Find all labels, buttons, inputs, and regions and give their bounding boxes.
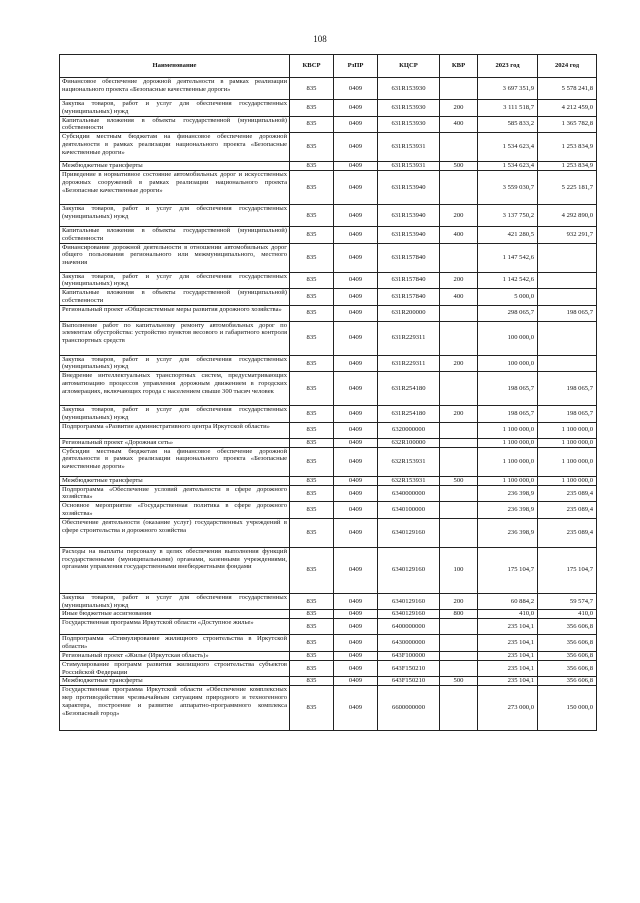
cell-2023: 1 534 623,4: [478, 162, 538, 171]
cell-kvsr: 835: [290, 372, 334, 406]
cell-2023: 410,0: [478, 610, 538, 619]
cell-rzpr: 0409: [334, 305, 378, 321]
cell-rzpr: 0409: [334, 447, 378, 476]
cell-2024: 5 578 241,8: [538, 78, 597, 100]
cell-2024: 1 253 834,9: [538, 133, 597, 162]
cell-rzpr: 0409: [334, 610, 378, 619]
cell-rzpr: 0409: [334, 635, 378, 652]
cell-2023: 175 104,7: [478, 547, 538, 593]
cell-kvr: [440, 372, 478, 406]
cell-kvsr: 835: [290, 116, 334, 133]
cell-name: Подпрограмма «Развитие административного центра Иркутской области»: [60, 422, 290, 438]
cell-rzpr: 0409: [334, 518, 378, 547]
cell-kvr: 200: [440, 100, 478, 117]
cell-kvsr: 835: [290, 686, 334, 731]
cell-2024: 1 100 000,0: [538, 438, 597, 447]
cell-2023: 298 065,7: [478, 305, 538, 321]
cell-2024: [538, 355, 597, 372]
cell-2023: 235 104,1: [478, 677, 538, 686]
cell-name: Закупка товаров, работ и услуг для обеспечения государственных (муниципальных) нужд: [60, 100, 290, 117]
table-body: [60, 78, 597, 731]
cell-rzpr: 0409: [334, 289, 378, 306]
cell-name: Обеспечение деятельности (оказание услуг) государственных учреждений в сфере строительства и дорожного хозяйства: [60, 518, 290, 547]
cell-kvsr: 835: [290, 78, 334, 100]
cell-kvsr: 835: [290, 162, 334, 171]
cell-rzpr: 0409: [334, 133, 378, 162]
cell-kvr: 200: [440, 406, 478, 423]
cell-kcsr: 631R153930: [378, 78, 440, 100]
cell-name: Закупка товаров, работ и услуг для обеспечения государственных (муниципальных) нужд: [60, 205, 290, 227]
cell-kcsr: 6340100000: [378, 502, 440, 519]
cell-kvr: 200: [440, 593, 478, 610]
cell-2024: 356 606,8: [538, 635, 597, 652]
cell-2023: 235 104,1: [478, 660, 538, 677]
cell-2023: 100 000,0: [478, 355, 538, 372]
cell-kvsr: 835: [290, 133, 334, 162]
cell-2024: 150 000,0: [538, 686, 597, 731]
cell-rzpr: 0409: [334, 171, 378, 205]
cell-2023: 3 697 351,9: [478, 78, 538, 100]
cell-kcsr: 631R157840: [378, 272, 440, 289]
cell-rzpr: 0409: [334, 100, 378, 117]
cell-kcsr: 631R229311: [378, 355, 440, 372]
cell-rzpr: 0409: [334, 162, 378, 171]
cell-2023: 1 100 000,0: [478, 422, 538, 438]
cell-rzpr: 0409: [334, 677, 378, 686]
cell-kcsr: 6600000000: [378, 686, 440, 731]
cell-kcsr: 632R153931: [378, 476, 440, 485]
cell-name: Финансирование дорожной деятельности в отношении автомобильных дорог общего пользования регионального или межмуниципального, местного значения: [60, 243, 290, 272]
cell-2023: 3 137 750,2: [478, 205, 538, 227]
cell-kvr: [440, 518, 478, 547]
cell-2023: 273 000,0: [478, 686, 538, 731]
cell-kvr: [440, 78, 478, 100]
cell-rzpr: 0409: [334, 321, 378, 355]
cell-kvr: [440, 438, 478, 447]
cell-rzpr: 0409: [334, 593, 378, 610]
cell-kvr: [440, 502, 478, 519]
cell-name: Региональный проект «Общесистемные меры развития дорожного хозяйства»: [60, 305, 290, 321]
cell-name: Закупка товаров, работ и услуг для обеспечения государственных (муниципальных) нужд: [60, 593, 290, 610]
cell-kvr: [440, 321, 478, 355]
cell-name: Государственная программа Иркутской области «Доступное жилье»: [60, 619, 290, 635]
cell-2023: 3 559 030,7: [478, 171, 538, 205]
cell-kcsr: 631R153931: [378, 162, 440, 171]
cell-kcsr: 631R157840: [378, 243, 440, 272]
cell-kcsr: 631R229311: [378, 321, 440, 355]
cell-2024: [538, 272, 597, 289]
cell-name: Межбюджетные трансферты: [60, 162, 290, 171]
cell-2024: 175 104,7: [538, 547, 597, 593]
cell-kvsr: 835: [290, 651, 334, 660]
table-row: [60, 476, 597, 485]
page-number: 108: [313, 34, 327, 44]
cell-kvsr: 835: [290, 321, 334, 355]
table-row: [60, 78, 597, 100]
cell-2024: 356 606,8: [538, 660, 597, 677]
cell-kvsr: 835: [290, 406, 334, 423]
cell-kcsr: 631R153931: [378, 133, 440, 162]
cell-kvsr: 835: [290, 355, 334, 372]
cell-kvsr: 835: [290, 518, 334, 547]
cell-kcsr: 631R254180: [378, 372, 440, 406]
cell-2023: 236 398,9: [478, 518, 538, 547]
table-row: [60, 321, 597, 355]
cell-kvsr: 835: [290, 677, 334, 686]
cell-kcsr: 631R254180: [378, 406, 440, 423]
table-row: [60, 116, 597, 133]
cell-kvsr: 835: [290, 610, 334, 619]
cell-kvsr: 835: [290, 289, 334, 306]
cell-name: Субсидии местным бюджетам на финансовое обеспечение дорожной деятельности в рамках реализации национального проекта «Безопасные качественные дороги»: [60, 447, 290, 476]
cell-2023: 1 142 542,6: [478, 272, 538, 289]
cell-kvr: [440, 243, 478, 272]
table-row: [60, 133, 597, 162]
cell-name: Межбюджетные трансферты: [60, 476, 290, 485]
cell-rzpr: 0409: [334, 227, 378, 244]
cell-kvr: 500: [440, 162, 478, 171]
cell-2023: 100 000,0: [478, 321, 538, 355]
cell-2023: 421 280,5: [478, 227, 538, 244]
header-rzpr: РзПР: [334, 55, 378, 78]
cell-2023: 585 833,2: [478, 116, 538, 133]
cell-kvr: 400: [440, 116, 478, 133]
cell-2024: [538, 321, 597, 355]
cell-2023: 1 100 000,0: [478, 438, 538, 447]
cell-kcsr: 6320000000: [378, 422, 440, 438]
cell-rzpr: 0409: [334, 686, 378, 731]
cell-name: Капитальные вложения в объекты государственной (муниципальной) собственности: [60, 227, 290, 244]
table-row: [60, 593, 597, 610]
cell-kcsr: 631R153940: [378, 227, 440, 244]
table-row: [60, 651, 597, 660]
table-row: [60, 205, 597, 227]
cell-name: Финансовое обеспечение дорожной деятельности в рамках реализации национального проекта «Безопасные качественные дороги»: [60, 78, 290, 100]
cell-kcsr: 643F150210: [378, 677, 440, 686]
cell-kvr: [440, 686, 478, 731]
header-kvr: КВР: [440, 55, 478, 78]
cell-name: Региональный проект «Дорожная сеть»: [60, 438, 290, 447]
cell-2024: 1 100 000,0: [538, 422, 597, 438]
cell-kvr: [440, 635, 478, 652]
header-kcsr: КЦСР: [378, 55, 440, 78]
cell-rzpr: 0409: [334, 502, 378, 519]
cell-rzpr: 0409: [334, 547, 378, 593]
cell-kcsr: 6340129160: [378, 547, 440, 593]
cell-2024: 1 100 000,0: [538, 447, 597, 476]
cell-rzpr: 0409: [334, 651, 378, 660]
cell-name: Закупка товаров, работ и услуг для обеспечения государственных (муниципальных) нужд: [60, 272, 290, 289]
cell-rzpr: 0409: [334, 205, 378, 227]
cell-2023: 235 104,1: [478, 635, 538, 652]
cell-2023: 235 104,1: [478, 651, 538, 660]
cell-rzpr: 0409: [334, 660, 378, 677]
cell-kvr: [440, 133, 478, 162]
cell-kvsr: 835: [290, 422, 334, 438]
cell-rzpr: 0409: [334, 619, 378, 635]
table-row: [60, 660, 597, 677]
cell-2023: 3 111 518,7: [478, 100, 538, 117]
cell-2024: 198 065,7: [538, 372, 597, 406]
cell-kvr: [440, 305, 478, 321]
table-row: [60, 610, 597, 619]
table-row: [60, 619, 597, 635]
cell-kcsr: 643F100000: [378, 651, 440, 660]
cell-kvr: 400: [440, 289, 478, 306]
cell-kvsr: 835: [290, 272, 334, 289]
cell-kvr: 500: [440, 677, 478, 686]
cell-2024: 356 606,8: [538, 619, 597, 635]
cell-kvsr: 835: [290, 227, 334, 244]
cell-2023: 236 398,9: [478, 485, 538, 502]
cell-2024: 5 225 181,7: [538, 171, 597, 205]
cell-name: Государственная программа Иркутской области «Обеспечение комплексных мер противодействия чрезвычайным ситуациям природного и техногенного характера, построение и развитие аппаратно-программного комплекса «Безопасный город»: [60, 686, 290, 731]
cell-kvsr: 835: [290, 619, 334, 635]
cell-rzpr: 0409: [334, 355, 378, 372]
cell-kvr: 400: [440, 227, 478, 244]
cell-rzpr: 0409: [334, 438, 378, 447]
header-2023: 2023 год: [478, 55, 538, 78]
cell-2023: 1 147 542,6: [478, 243, 538, 272]
cell-2024: 235 089,4: [538, 502, 597, 519]
cell-2024: 59 574,7: [538, 593, 597, 610]
cell-name: Региональный проект «Жилье (Иркутская область)»: [60, 651, 290, 660]
cell-kvsr: 835: [290, 502, 334, 519]
cell-kcsr: 6340129160: [378, 518, 440, 547]
cell-kvsr: 835: [290, 100, 334, 117]
cell-2023: 235 104,1: [478, 619, 538, 635]
cell-kvsr: 835: [290, 171, 334, 205]
cell-kvr: [440, 619, 478, 635]
cell-2023: 60 884,2: [478, 593, 538, 610]
cell-kvsr: 835: [290, 447, 334, 476]
cell-kvsr: 835: [290, 660, 334, 677]
cell-kvsr: 835: [290, 476, 334, 485]
table-row: [60, 100, 597, 117]
cell-name: Субсидии местным бюджетам на финансовое обеспечение дорожной деятельности в рамках реализации национального проекта «Безопасные качественные дороги»: [60, 133, 290, 162]
cell-kvsr: 835: [290, 547, 334, 593]
cell-name: Подпрограмма «Стимулирование жилищного строительства в Иркутской области»: [60, 635, 290, 652]
cell-name: Внедрение интеллектуальных транспортных систем, предусматривающих автоматизацию процессов управления дорожным движением в городских агломерациях, включающих города с населением свыше 300 тысяч человек: [60, 372, 290, 406]
cell-2024: 356 606,8: [538, 651, 597, 660]
cell-name: Капитальные вложения в объекты государственной (муниципальной) собственности: [60, 289, 290, 306]
cell-2024: 1 253 834,9: [538, 162, 597, 171]
cell-2024: 1 365 782,8: [538, 116, 597, 133]
cell-name: Закупка товаров, работ и услуг для обеспечения государственных (муниципальных) нужд: [60, 406, 290, 423]
header-2024: 2024 год: [538, 55, 597, 78]
cell-2023: 1 100 000,0: [478, 447, 538, 476]
cell-2024: 1 100 000,0: [538, 476, 597, 485]
cell-kvr: 200: [440, 205, 478, 227]
cell-name: Выполнение работ по капитальному ремонту автомобильных дорог по элементам обустройства: устройство пунктов весового и габаритного контроля транспортных средств: [60, 321, 290, 355]
cell-name: Межбюджетные трансферты: [60, 677, 290, 686]
cell-kvsr: 835: [290, 243, 334, 272]
cell-2023: 198 065,7: [478, 372, 538, 406]
cell-kcsr: 6340000000: [378, 485, 440, 502]
cell-kcsr: 631R153940: [378, 171, 440, 205]
cell-2024: 4 212 459,0: [538, 100, 597, 117]
cell-kcsr: 6340129160: [378, 593, 440, 610]
table-row: [60, 272, 597, 289]
table-header-row: [60, 55, 597, 78]
cell-2023: 1 534 623,4: [478, 133, 538, 162]
cell-name: Подпрограмма «Обеспечение условий деятельности в сфере дорожного хозяйства»: [60, 485, 290, 502]
cell-2024: 235 089,4: [538, 485, 597, 502]
cell-name: Капитальные вложения в объекты государственной (муниципальной) собственности: [60, 116, 290, 133]
table-row: [60, 547, 597, 593]
cell-2024: 932 291,7: [538, 227, 597, 244]
header-name: Наименование: [60, 55, 290, 78]
cell-kcsr: 631R153930: [378, 100, 440, 117]
cell-kcsr: 6340129160: [378, 610, 440, 619]
cell-kvr: [440, 447, 478, 476]
table-row: [60, 305, 597, 321]
cell-rzpr: 0409: [334, 78, 378, 100]
cell-rzpr: 0409: [334, 116, 378, 133]
cell-kvr: 200: [440, 355, 478, 372]
cell-kvr: [440, 485, 478, 502]
cell-kvr: 500: [440, 476, 478, 485]
cell-2024: 356 606,8: [538, 677, 597, 686]
table-row: [60, 686, 597, 731]
table-row: [60, 162, 597, 171]
cell-rzpr: 0409: [334, 406, 378, 423]
table-row: [60, 227, 597, 244]
cell-2024: 198 065,7: [538, 305, 597, 321]
cell-name: Приведение в нормативное состояние автомобильных дорог и искусственных дорожных сооружений в рамках реализации национального проекта «Безопасные качественные дороги»: [60, 171, 290, 205]
cell-rzpr: 0409: [334, 476, 378, 485]
cell-rzpr: 0409: [334, 272, 378, 289]
cell-name: Иные бюджетные ассигнования: [60, 610, 290, 619]
cell-2024: 235 089,4: [538, 518, 597, 547]
cell-kvsr: 835: [290, 593, 334, 610]
cell-2024: [538, 243, 597, 272]
cell-2024: [538, 289, 597, 306]
cell-kvr: [440, 171, 478, 205]
cell-kcsr: 631R153940: [378, 205, 440, 227]
table-row: [60, 243, 597, 272]
cell-kcsr: 632R100000: [378, 438, 440, 447]
cell-kvr: [440, 422, 478, 438]
cell-rzpr: 0409: [334, 422, 378, 438]
cell-2023: 198 065,7: [478, 406, 538, 423]
table-row: [60, 518, 597, 547]
cell-kcsr: 643F150210: [378, 660, 440, 677]
cell-2023: 1 100 000,0: [478, 476, 538, 485]
cell-2023: 236 398,9: [478, 502, 538, 519]
budget-table: [59, 54, 597, 731]
cell-kvsr: 835: [290, 438, 334, 447]
cell-kcsr: 632R153931: [378, 447, 440, 476]
cell-2024: 4 292 890,0: [538, 205, 597, 227]
cell-kvr: 200: [440, 272, 478, 289]
cell-name: Основное мероприятие «Государственная политика в сфере дорожного хозяйства»: [60, 502, 290, 519]
table-row: [60, 372, 597, 406]
table-row: [60, 502, 597, 519]
cell-kcsr: 631R157840: [378, 289, 440, 306]
cell-kvsr: 835: [290, 305, 334, 321]
table-row: [60, 635, 597, 652]
cell-kvr: 800: [440, 610, 478, 619]
table-row: [60, 171, 597, 205]
cell-kcsr: 6400000000: [378, 619, 440, 635]
cell-kvsr: 835: [290, 485, 334, 502]
cell-kvsr: 835: [290, 635, 334, 652]
table-row: [60, 422, 597, 438]
cell-rzpr: 0409: [334, 485, 378, 502]
cell-kvsr: 835: [290, 205, 334, 227]
cell-kvr: [440, 651, 478, 660]
cell-kcsr: 631R200000: [378, 305, 440, 321]
cell-2023: 5 000,0: [478, 289, 538, 306]
cell-name: Закупка товаров, работ и услуг для обеспечения государственных (муниципальных) нужд: [60, 355, 290, 372]
cell-2024: 198 065,7: [538, 406, 597, 423]
cell-kcsr: 6430000000: [378, 635, 440, 652]
table-row: [60, 438, 597, 447]
cell-rzpr: 0409: [334, 372, 378, 406]
cell-kcsr: 631R153930: [378, 116, 440, 133]
cell-name: Стимулирование программ развития жилищного строительства субъектов Российской Федерации: [60, 660, 290, 677]
cell-kvr: 100: [440, 547, 478, 593]
table-row: [60, 677, 597, 686]
cell-2024: 410,0: [538, 610, 597, 619]
table-row: [60, 447, 597, 476]
cell-name: Расходы на выплаты персоналу в целях обеспечения выполнения функций государственными (муниципальными) органами, казенными учреждениями, органами управления государственными внебюджетными фондами: [60, 547, 290, 593]
cell-kvr: [440, 660, 478, 677]
table-row: [60, 289, 597, 306]
table-row: [60, 406, 597, 423]
cell-rzpr: 0409: [334, 243, 378, 272]
table-row: [60, 355, 597, 372]
table-row: [60, 485, 597, 502]
header-kvsr: КВСР: [290, 55, 334, 78]
